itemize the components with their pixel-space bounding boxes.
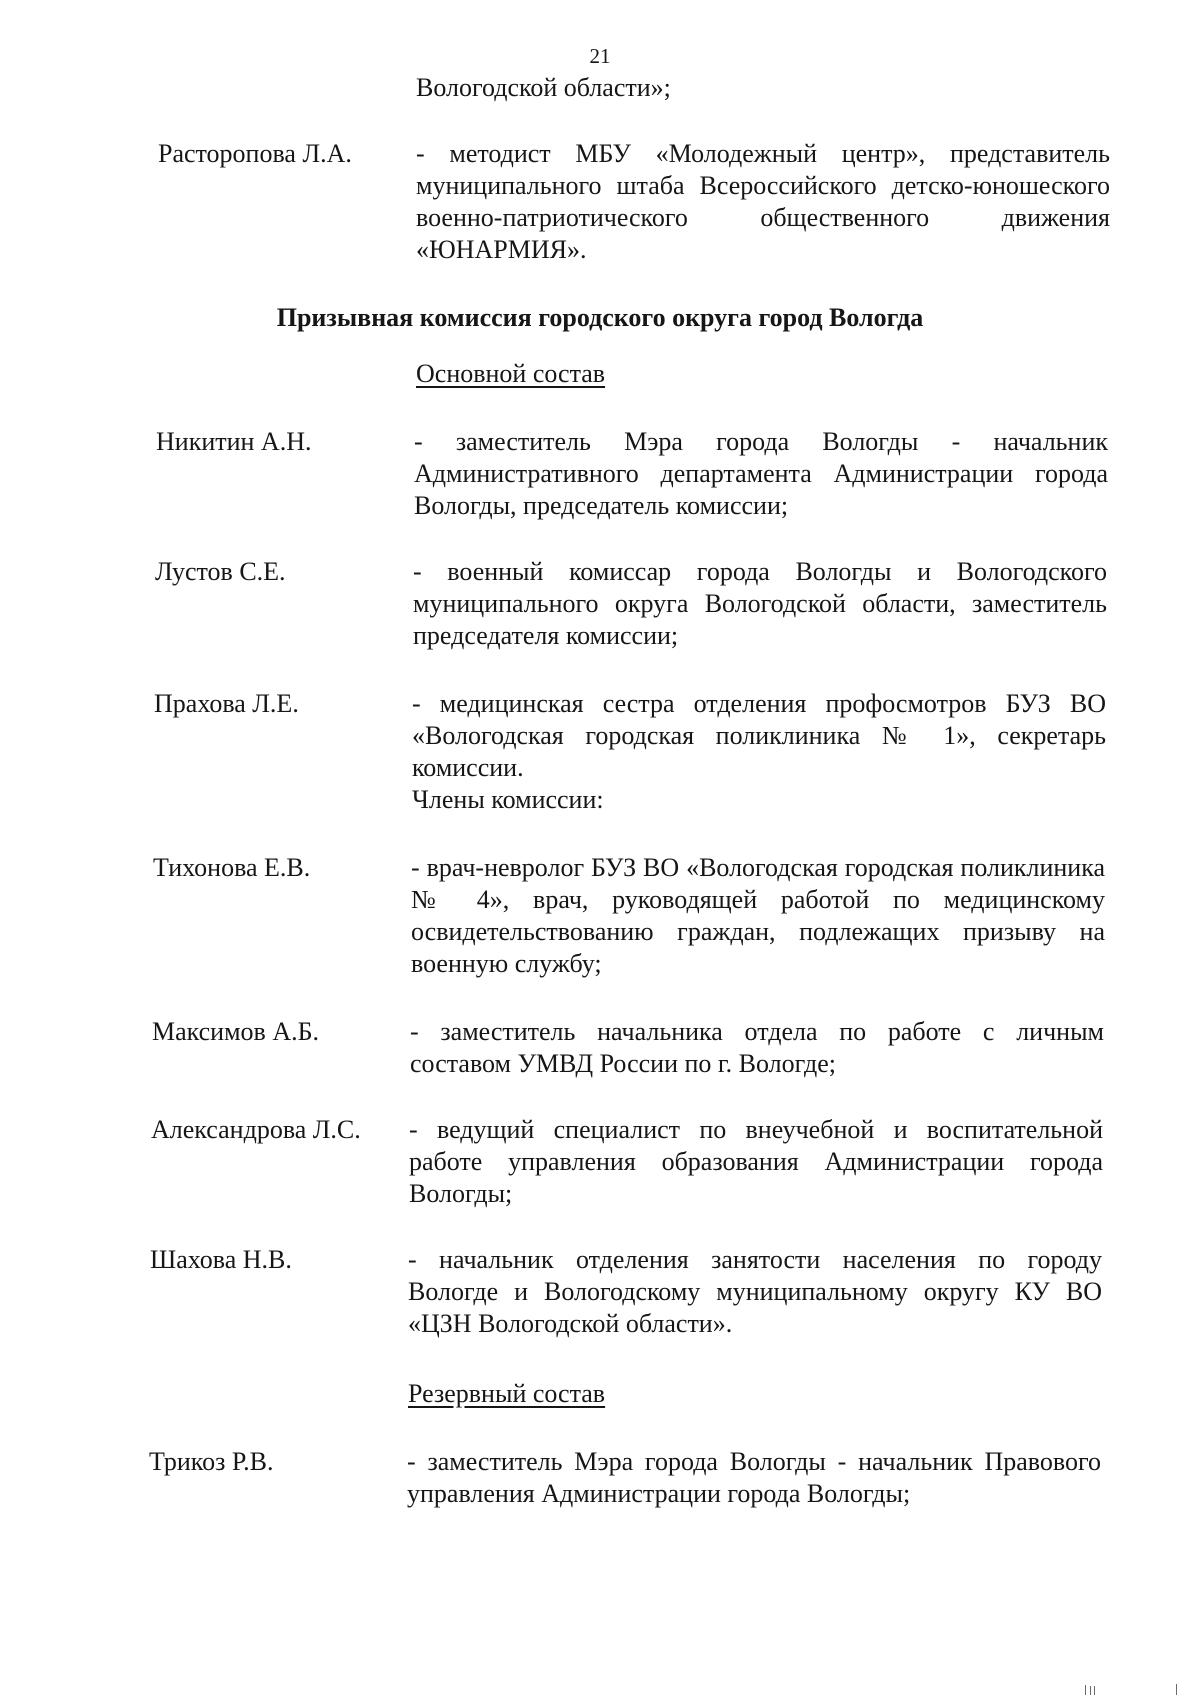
member-description: - врач-невролог БУЗ ВО «Вологодская городская поликлиника № 4», врач, руководящей работой по медицинскому освидетельствованию граждан, подлежащих призыву на военную службу; <box>411 853 1105 978</box>
main-composition-heading: Основной состав <box>416 359 606 388</box>
member-description: - методист МБУ «Молодежный центр», представитель муниципального штаба Всероссийского детско-юношеского военно-патриотического общественного движения «ЮНАРМИЯ». <box>416 139 1110 264</box>
scan-artifact <box>1085 1685 1086 1695</box>
member-description: - заместитель начальника отдела по работе с личным составом УМВД России по г. Вологде; <box>410 1017 1104 1078</box>
member-description: - заместитель Мэра города Вологды - начальник Административного департамента Администрации города Вологды, председатель комиссии; <box>414 427 1108 520</box>
member-description: - военный комиссар города Вологды и Вологодского муниципального округа Вологодской области, заместитель председателя комиссии; <box>413 557 1107 650</box>
scan-artifact <box>1094 1686 1095 1695</box>
member-name: Шахова Н.В. <box>150 1245 292 1274</box>
members-label: Члены комиссии: <box>412 785 604 814</box>
member-name: Тихонова Е.В. <box>153 853 311 882</box>
member-name: Никитин А.Н. <box>156 427 312 456</box>
member-description-block <box>412 688 1106 816</box>
scan-artifact <box>1176 1684 1177 1695</box>
member-name: Александрова Л.С. <box>151 1115 361 1144</box>
reserve-composition-heading: Резервный состав <box>408 1379 606 1408</box>
member-description: - медицинская сестра отделения профосмотров БУЗ ВО «Вологодская городская поликлиника № 1», секретарь комиссии. <box>412 689 1106 782</box>
scan-artifact <box>1090 1686 1091 1695</box>
member-description: - заместитель Мэра города Вологды - начальник Правового управления Администрации города Вологды; <box>407 1447 1101 1508</box>
section-title: Призывная комиссия городского округа город Вологда <box>276 303 924 332</box>
member-description: - начальник отделения занятости населения по городу Вологде и Вологодскому муниципальному округу КУ ВО «ЦЗН Вологодской области». <box>408 1245 1102 1338</box>
page-number: 21 <box>589 44 611 68</box>
member-name: Расторопова Л.А. <box>158 139 352 168</box>
member-name: Трикоз Р.В. <box>149 1447 274 1476</box>
member-name: Прахова Л.Е. <box>154 689 299 718</box>
member-description: - ведущий специалист по внеучебной и воспитательной работе управления образования Администрации города Вологды; <box>409 1115 1103 1208</box>
member-name: Максимов А.Б. <box>152 1017 320 1046</box>
continuation-text: Вологодской области»; <box>416 73 671 102</box>
member-name: Лустов С.Е. <box>155 557 286 586</box>
